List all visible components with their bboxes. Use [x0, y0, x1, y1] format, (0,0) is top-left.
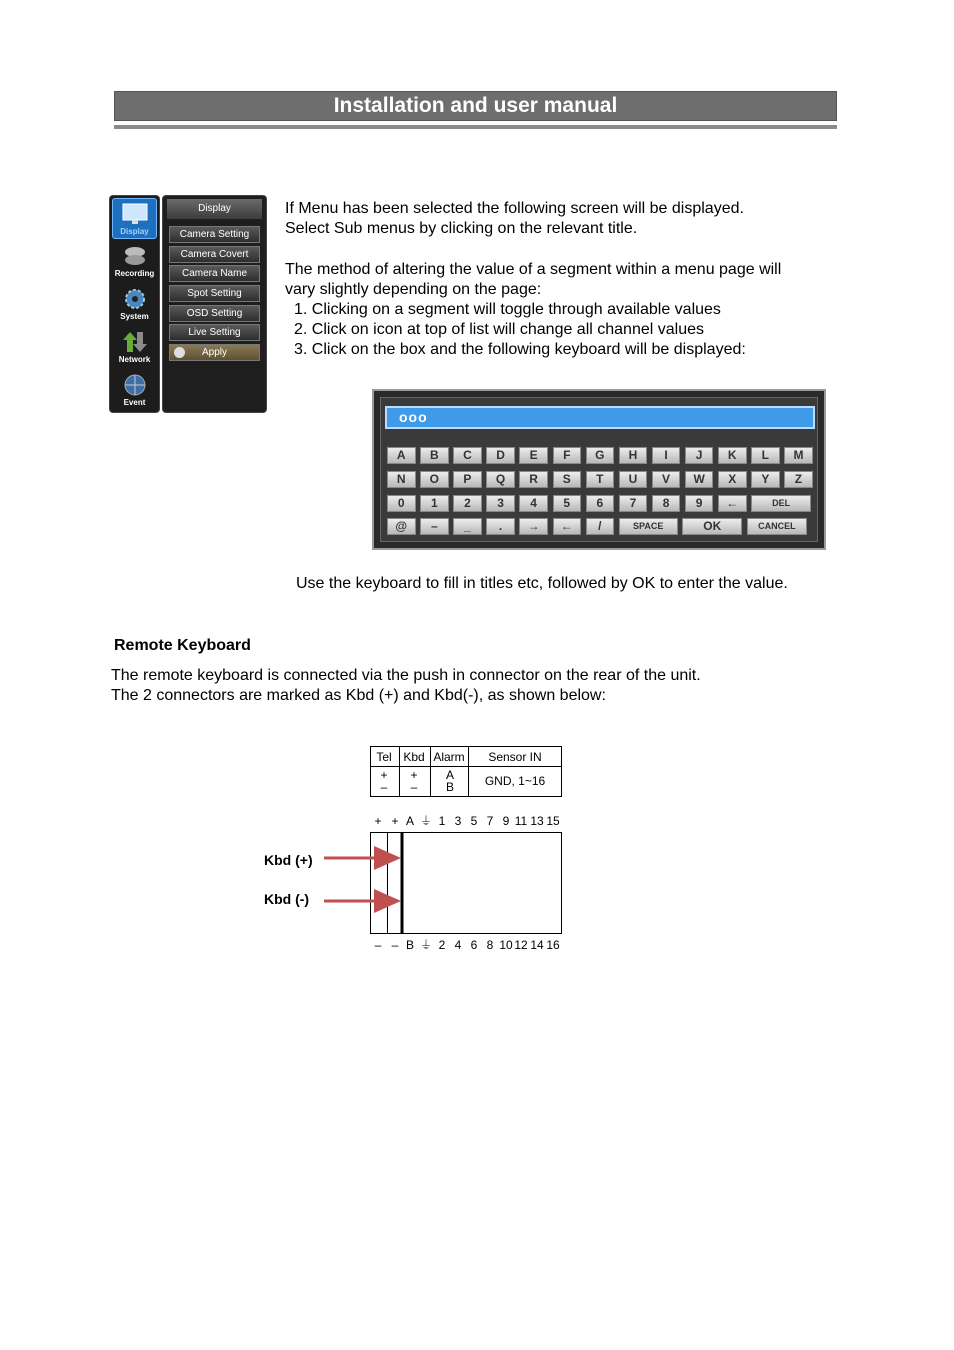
- top-pin-label: 13: [530, 814, 544, 828]
- key-symbol[interactable]: /: [586, 518, 615, 535]
- key-arrow[interactable]: ←: [718, 495, 747, 512]
- apply-icon: [174, 347, 185, 358]
- key-space[interactable]: SPACE: [619, 518, 678, 535]
- remote-line: The remote keyboard is connected via the push in connector on the rear of the unit.: [111, 667, 701, 684]
- key-9[interactable]: 9: [685, 495, 714, 512]
- key-4[interactable]: 4: [519, 495, 548, 512]
- top-pin-label: 5: [470, 814, 478, 828]
- top-pin-label: 9: [502, 814, 510, 828]
- table-header-alarm: Alarm: [433, 750, 465, 764]
- bottom-pin-labels: [375, 938, 560, 952]
- connector-table: [370, 746, 562, 797]
- key-0[interactable]: 0: [387, 495, 416, 512]
- key-v[interactable]: V: [652, 471, 681, 488]
- key-o[interactable]: O: [420, 471, 449, 488]
- key-s[interactable]: S: [553, 471, 582, 488]
- menu-event[interactable]: Event: [112, 370, 157, 411]
- key-7[interactable]: 7: [619, 495, 648, 512]
- key-y[interactable]: Y: [751, 471, 780, 488]
- key-k[interactable]: K: [718, 447, 747, 464]
- table-header-tel: Tel: [376, 750, 392, 764]
- intro-line: Select Sub menus by clicking on the relevant title.: [285, 220, 638, 238]
- key-ok[interactable]: OK: [682, 518, 742, 535]
- bottom-pin-label: 2: [438, 938, 446, 952]
- bottom-pin-label: –: [391, 938, 399, 952]
- top-pin-label: 11: [514, 814, 528, 828]
- key-i[interactable]: I: [652, 447, 681, 464]
- keyboard-caption: Use the keyboard to fill in titles etc, followed by OK to enter the value.: [296, 575, 788, 592]
- submenu-live-setting[interactable]: Live Setting: [169, 324, 260, 341]
- intro-line: If Menu has been selected the following screen will be displayed.: [285, 200, 744, 217]
- submenu-camera-setting[interactable]: Camera Setting: [169, 226, 260, 243]
- intro-line: vary slightly depending on the page:: [285, 280, 542, 298]
- key-1[interactable]: 1: [420, 495, 449, 512]
- table-value-kbd: + –: [410, 768, 418, 794]
- key-arrow[interactable]: ←: [553, 518, 582, 535]
- key-l[interactable]: L: [751, 447, 780, 464]
- bottom-pin-label: B: [405, 938, 415, 952]
- key-z[interactable]: Z: [784, 471, 813, 488]
- intro-list-item: 3. Click on the box and the following keyboard will be displayed:: [294, 341, 746, 359]
- table-value-sensor: GND, 1~16: [484, 774, 546, 788]
- top-pin-label: ⏚: [419, 814, 433, 828]
- key-p[interactable]: P: [453, 471, 482, 488]
- menu-recording[interactable]: Recording: [112, 241, 157, 282]
- key-f[interactable]: F: [553, 447, 582, 464]
- submenu-panel: [162, 195, 267, 413]
- key-w[interactable]: W: [685, 471, 714, 488]
- key-h[interactable]: H: [619, 447, 648, 464]
- page-header: [114, 91, 837, 121]
- table-header-kbd: Kbd: [403, 750, 425, 764]
- key-a[interactable]: A: [387, 447, 416, 464]
- key-n[interactable]: N: [387, 471, 416, 488]
- submenu-osd-setting[interactable]: OSD Setting: [169, 305, 260, 322]
- key-symbol[interactable]: _: [453, 518, 482, 535]
- remote-line: The 2 connectors are marked as Kbd (+) and Kbd(-), as shown below:: [111, 687, 606, 705]
- top-pin-label: 15: [546, 814, 560, 828]
- key-del[interactable]: DEL: [751, 495, 811, 512]
- intro-text: [285, 199, 781, 361]
- key-t[interactable]: T: [586, 471, 615, 488]
- top-pin-label: +: [374, 814, 382, 828]
- key-u[interactable]: U: [619, 471, 648, 488]
- key-q[interactable]: Q: [486, 471, 515, 488]
- top-pin-label: 3: [454, 814, 462, 828]
- submenu-title: Display: [167, 199, 262, 219]
- key-symbol[interactable]: @: [387, 518, 416, 535]
- bottom-pin-label: 14: [530, 938, 544, 952]
- key-symbol[interactable]: .: [486, 518, 515, 535]
- key-cancel[interactable]: CANCEL: [747, 518, 807, 535]
- kbd-minus-label: Kbd (-): [264, 891, 310, 907]
- bottom-pin-label: 8: [486, 938, 494, 952]
- key-e[interactable]: E: [519, 447, 548, 464]
- main-menu-icons: [109, 195, 160, 413]
- key-symbol[interactable]: →: [519, 518, 548, 535]
- menu-network[interactable]: Network: [112, 327, 157, 368]
- bottom-pin-label: 10: [499, 938, 513, 952]
- key-6[interactable]: 6: [586, 495, 615, 512]
- bottom-pin-label: ⏚: [419, 938, 433, 952]
- key-symbol[interactable]: –: [420, 518, 449, 535]
- key-3[interactable]: 3: [486, 495, 515, 512]
- menu-system[interactable]: System: [112, 284, 157, 325]
- key-2[interactable]: 2: [453, 495, 482, 512]
- terminal-block: [371, 833, 562, 934]
- intro-list-item: 2. Click on icon at top of list will change all channel values: [294, 321, 704, 339]
- top-pin-labels: [374, 814, 560, 828]
- keyboard-input-field[interactable]: ooo: [385, 406, 815, 429]
- apply-label: Apply: [201, 347, 227, 358]
- monitor-icon: [121, 202, 149, 226]
- kbd-plus-label: Kbd (+): [264, 852, 313, 868]
- menu-display[interactable]: Display: [112, 198, 157, 239]
- top-pin-label: +: [391, 814, 399, 828]
- key-g[interactable]: G: [586, 447, 615, 464]
- gear-icon: [121, 287, 149, 311]
- key-r[interactable]: R: [519, 471, 548, 488]
- bottom-pin-label: 16: [546, 938, 560, 952]
- submenu-camera-covert[interactable]: Camera Covert: [169, 246, 260, 263]
- film-reel-icon: [121, 244, 149, 268]
- bottom-pin-label: 4: [454, 938, 462, 952]
- header-rule: [114, 125, 837, 129]
- top-pin-label: 1: [438, 814, 446, 828]
- bottom-pin-label: 6: [470, 938, 478, 952]
- intro-line: The method of altering the value of a segment within a menu page will: [285, 260, 782, 278]
- top-pin-label: A: [405, 814, 415, 828]
- network-arrows-icon: [121, 330, 149, 354]
- key-x[interactable]: X: [718, 471, 747, 488]
- remote-keyboard-heading: Remote Keyboard: [114, 637, 251, 654]
- submenu-camera-name[interactable]: Camera Name: [169, 265, 260, 282]
- key-8[interactable]: 8: [652, 495, 681, 512]
- submenu-apply[interactable]: [169, 344, 260, 361]
- key-m[interactable]: M: [784, 447, 813, 464]
- key-5[interactable]: 5: [553, 495, 582, 512]
- key-b[interactable]: B: [420, 447, 449, 464]
- page-title: Installation and user manual: [333, 94, 618, 117]
- top-pin-label: 7: [486, 814, 494, 828]
- remote-text: [111, 666, 701, 706]
- table-value-tel: + –: [380, 768, 388, 794]
- bottom-pin-label: –: [374, 938, 382, 952]
- submenu-spot-setting[interactable]: Spot Setting: [169, 285, 260, 302]
- table-header-sensor: Sensor IN: [488, 750, 542, 764]
- intro-list-item: 1. Clicking on a segment will toggle through available values: [294, 301, 721, 318]
- globe-icon: [121, 373, 149, 397]
- menu-screenshot: [109, 195, 267, 413]
- table-value-alarm: A B: [445, 768, 455, 794]
- bottom-pin-label: 12: [514, 938, 528, 952]
- key-j[interactable]: J: [685, 447, 714, 464]
- key-c[interactable]: C: [453, 447, 482, 464]
- key-d[interactable]: D: [486, 447, 515, 464]
